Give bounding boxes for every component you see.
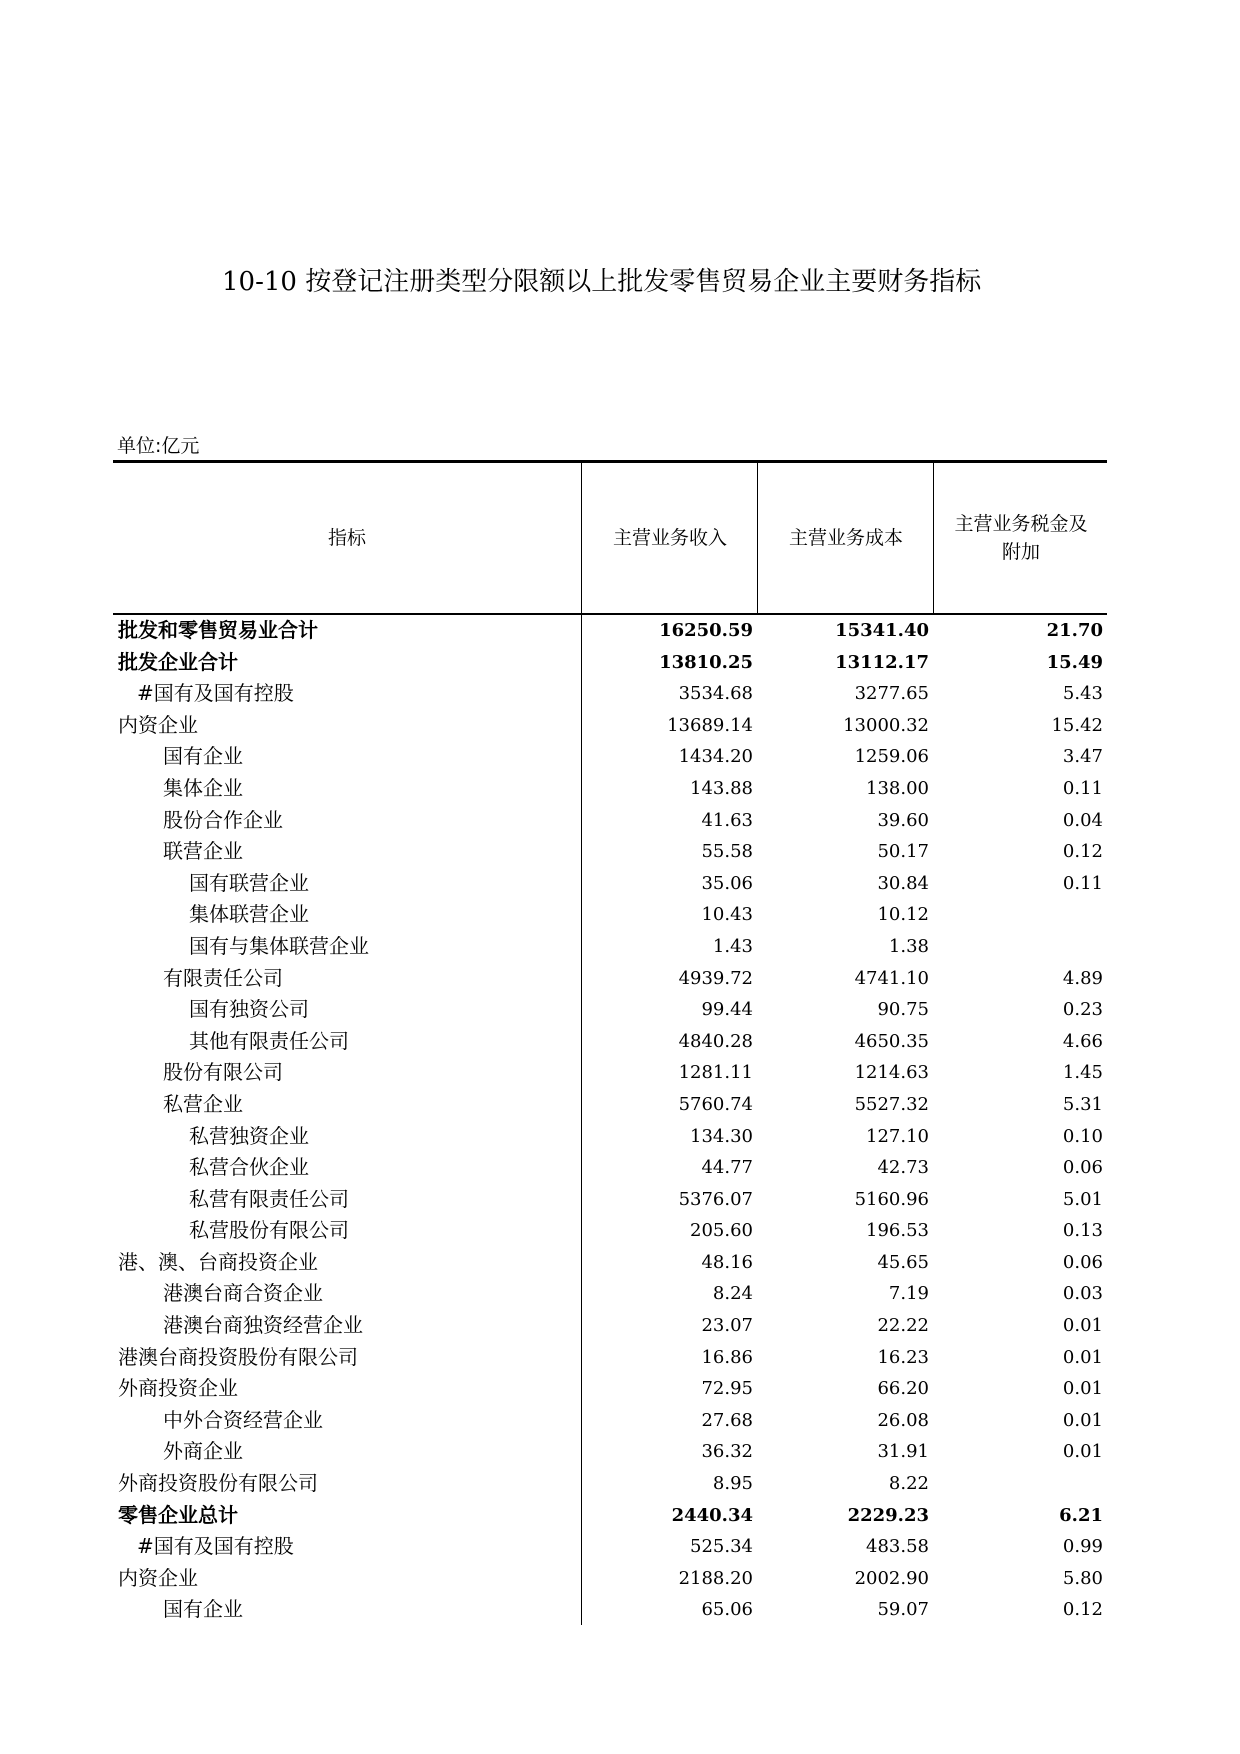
main-revenue-cell: 13810.25 [659,651,753,673]
table-row [113,994,1107,1026]
table-row [113,1373,1107,1405]
main-cost-cell: 5527.32 [854,1093,929,1115]
main-tax-cell: 0.23 [1062,999,1103,1021]
main-revenue-cell: 72.95 [701,1378,753,1400]
table-row [113,1468,1107,1500]
main-cost-cell: 22.22 [877,1315,929,1337]
header-main-tax-label: 主营业务税金及附加 [954,513,1088,563]
main-cost-cell: 4650.35 [854,1030,929,1052]
main-cost-cell: 4741.10 [854,967,929,989]
main-cost-cell: 31.91 [877,1441,929,1463]
row-label: 外商投资股份有限公司 [118,1471,318,1496]
main-tax-cell: 0.01 [1062,1378,1103,1400]
table-row [113,836,1107,868]
row-label: 国有企业 [163,1597,243,1622]
table-row [113,1057,1107,1089]
row-label: 港澳台商合资企业 [163,1281,323,1306]
main-revenue-cell: 55.58 [701,841,753,863]
table-row [113,1121,1107,1153]
table-row [113,1594,1107,1626]
page-title: 10-10 按登记注册类型分限额以上批发零售贸易企业主要财务指标 [222,267,982,297]
table-row [113,678,1107,710]
main-cost-cell: 59.07 [877,1599,929,1621]
main-tax-cell: 0.03 [1062,1283,1103,1305]
main-tax-cell: 3.47 [1062,746,1103,768]
main-revenue-cell: 36.32 [701,1441,753,1463]
row-label: 中外合资经营企业 [163,1407,323,1432]
header-indicator: 指标 [327,527,366,549]
main-cost-cell: 13000.32 [843,714,929,736]
table-row [113,1152,1107,1184]
table-row [113,1563,1107,1595]
main-cost-cell: 8.22 [888,1473,929,1495]
main-revenue-cell: 41.63 [701,809,753,831]
main-cost-cell: 26.08 [877,1409,929,1431]
main-revenue-cell: 8.95 [712,1473,753,1495]
main-revenue-cell: 3534.68 [678,683,753,705]
main-tax-cell: 0.04 [1062,809,1103,831]
main-revenue-cell: 5760.74 [678,1093,753,1115]
main-tax-cell: 0.11 [1062,777,1103,799]
main-cost-cell: 90.75 [877,999,929,1021]
main-revenue-cell: 5376.07 [678,1188,753,1210]
row-label: 私营股份有限公司 [189,1218,349,1243]
row-label: 股份合作企业 [163,807,283,832]
main-cost-cell: 196.53 [866,1220,929,1242]
main-revenue-cell: 16250.59 [659,620,753,641]
main-cost-cell: 66.20 [877,1378,929,1400]
main-tax-cell: 0.06 [1062,1251,1103,1273]
row-label: 港、澳、台商投资企业 [118,1249,318,1274]
main-tax-cell: 21.70 [1046,620,1103,641]
main-revenue-cell: 4939.72 [678,967,753,989]
row-label: 联营企业 [163,839,243,864]
main-revenue-cell: 99.44 [701,999,753,1021]
row-label: 国有联营企业 [189,870,309,895]
main-tax-cell: 0.99 [1062,1536,1103,1558]
main-tax-cell: 0.13 [1062,1220,1103,1242]
main-cost-cell: 138.00 [866,777,929,799]
main-tax-cell: 1.45 [1062,1062,1103,1084]
main-tax-cell: 0.12 [1062,1599,1103,1621]
table-row [113,1500,1107,1532]
table-row [113,647,1107,679]
row-label: 私营独资企业 [189,1123,309,1148]
main-cost-cell: 2002.90 [854,1567,929,1589]
main-tax-cell [933,899,1103,931]
main-cost-cell: 10.12 [877,904,929,926]
row-label: #国有及国有控股 [137,1534,294,1559]
main-tax-cell: 15.49 [1046,651,1103,673]
row-label: 私营有限责任公司 [189,1186,349,1211]
main-revenue-cell: 23.07 [701,1315,753,1337]
main-cost-cell: 483.58 [866,1536,929,1558]
row-label: 外商企业 [163,1439,243,1464]
main-revenue-cell: 1434.20 [678,746,753,768]
main-revenue-cell: 8.24 [712,1283,753,1305]
row-label: 外商投资企业 [118,1376,238,1401]
table-row [113,773,1107,805]
table-row [113,1531,1107,1563]
main-tax-cell: 0.10 [1062,1125,1103,1147]
row-label: 集体企业 [163,775,243,800]
main-revenue-cell: 65.06 [701,1599,753,1621]
main-cost-cell: 42.73 [877,1157,929,1179]
row-label: 私营合伙企业 [189,1155,309,1180]
main-cost-cell: 1259.06 [854,746,929,768]
main-cost-cell: 15341.40 [835,620,929,641]
main-tax-cell: 0.01 [1062,1346,1103,1368]
table-row [113,1342,1107,1374]
main-tax-cell: 0.01 [1062,1441,1103,1463]
table-row [113,931,1107,963]
row-label: 国有企业 [163,744,243,769]
main-tax-cell: 0.06 [1062,1157,1103,1179]
table-row [113,963,1107,995]
main-revenue-cell: 2440.34 [671,1504,753,1526]
main-tax-cell: 5.80 [1062,1567,1103,1589]
main-revenue-cell: 27.68 [701,1409,753,1431]
main-cost-cell: 127.10 [866,1125,929,1147]
main-cost-cell: 16.23 [877,1346,929,1368]
table-row [113,805,1107,837]
table-row [113,1405,1107,1437]
table-row [113,1436,1107,1468]
table-row [113,1278,1107,1310]
main-cost-cell: 2229.23 [847,1504,929,1526]
row-label: 零售企业总计 [118,1502,238,1527]
main-tax-cell: 15.42 [1051,714,1103,736]
main-tax-cell: 5.01 [1062,1188,1103,1210]
main-revenue-cell: 134.30 [690,1125,753,1147]
row-label: 集体联营企业 [189,902,309,927]
table-header [113,463,1107,613]
main-revenue-cell: 2188.20 [678,1567,753,1589]
main-cost-cell: 39.60 [877,809,929,831]
main-revenue-cell: 16.86 [701,1346,753,1368]
main-cost-cell: 1214.63 [854,1062,929,1084]
row-label: 港澳台商独资经营企业 [163,1313,363,1338]
table-row [113,1026,1107,1058]
row-label: 股份有限公司 [163,1060,283,1085]
main-tax-cell: 6.21 [1059,1504,1103,1526]
main-cost-cell: 45.65 [877,1251,929,1273]
main-tax-cell [933,1468,1103,1500]
row-label: 有限责任公司 [163,965,283,990]
header-main-revenue: 主营业务收入 [581,463,758,613]
main-revenue-cell: 525.34 [690,1536,753,1558]
main-revenue-cell: 1.43 [712,935,753,957]
table-row [113,1247,1107,1279]
main-tax-cell: 0.12 [1062,841,1103,863]
main-cost-cell: 50.17 [877,841,929,863]
row-label: 私营企业 [163,1091,243,1116]
header-main-cost: 主营业务成本 [757,463,934,613]
row-label: 港澳台商投资股份有限公司 [118,1344,358,1369]
row-label: 批发和零售贸易业合计 [118,618,318,642]
main-tax-cell: 4.89 [1062,967,1103,989]
table-row [113,741,1107,773]
main-revenue-cell: 48.16 [701,1251,753,1273]
row-label: #国有及国有控股 [137,681,294,706]
main-tax-cell: 0.01 [1062,1315,1103,1337]
main-revenue-cell: 10.43 [701,904,753,926]
row-label: 内资企业 [118,1565,198,1590]
main-revenue-cell: 205.60 [690,1220,753,1242]
table-row [113,1184,1107,1216]
main-tax-cell [933,931,1103,963]
table-row [113,710,1107,742]
main-revenue-cell: 44.77 [701,1157,753,1179]
main-revenue-cell: 13689.14 [667,714,753,736]
main-revenue-cell: 1281.11 [678,1062,753,1084]
main-tax-cell: 0.11 [1062,872,1103,894]
main-cost-cell: 30.84 [877,872,929,894]
main-revenue-cell: 143.88 [690,777,753,799]
row-label: 内资企业 [118,712,198,737]
main-cost-cell: 13112.17 [835,651,929,673]
main-tax-cell: 5.31 [1062,1093,1103,1115]
main-revenue-cell: 4840.28 [678,1030,753,1052]
main-revenue-cell: 35.06 [701,872,753,894]
main-cost-cell: 1.38 [888,935,929,957]
table-row [113,899,1107,931]
main-tax-cell: 0.01 [1062,1409,1103,1431]
main-cost-cell: 7.19 [888,1283,929,1305]
table-row [113,1215,1107,1247]
table-row [113,1310,1107,1342]
header-main-tax [933,463,1108,613]
main-tax-cell: 4.66 [1062,1030,1103,1052]
unit-label: 单位:亿元 [117,435,200,457]
table-row [113,1089,1107,1121]
table-row [113,615,1107,647]
table-row [113,868,1107,900]
row-label: 国有独资公司 [189,997,309,1022]
main-cost-cell: 3277.65 [854,683,929,705]
main-cost-cell: 5160.96 [854,1188,929,1210]
row-label: 国有与集体联营企业 [189,933,369,958]
row-label: 其他有限责任公司 [189,1028,349,1053]
table-body [113,615,1107,1626]
main-tax-cell: 5.43 [1062,683,1103,705]
row-label: 批发企业合计 [118,649,238,674]
